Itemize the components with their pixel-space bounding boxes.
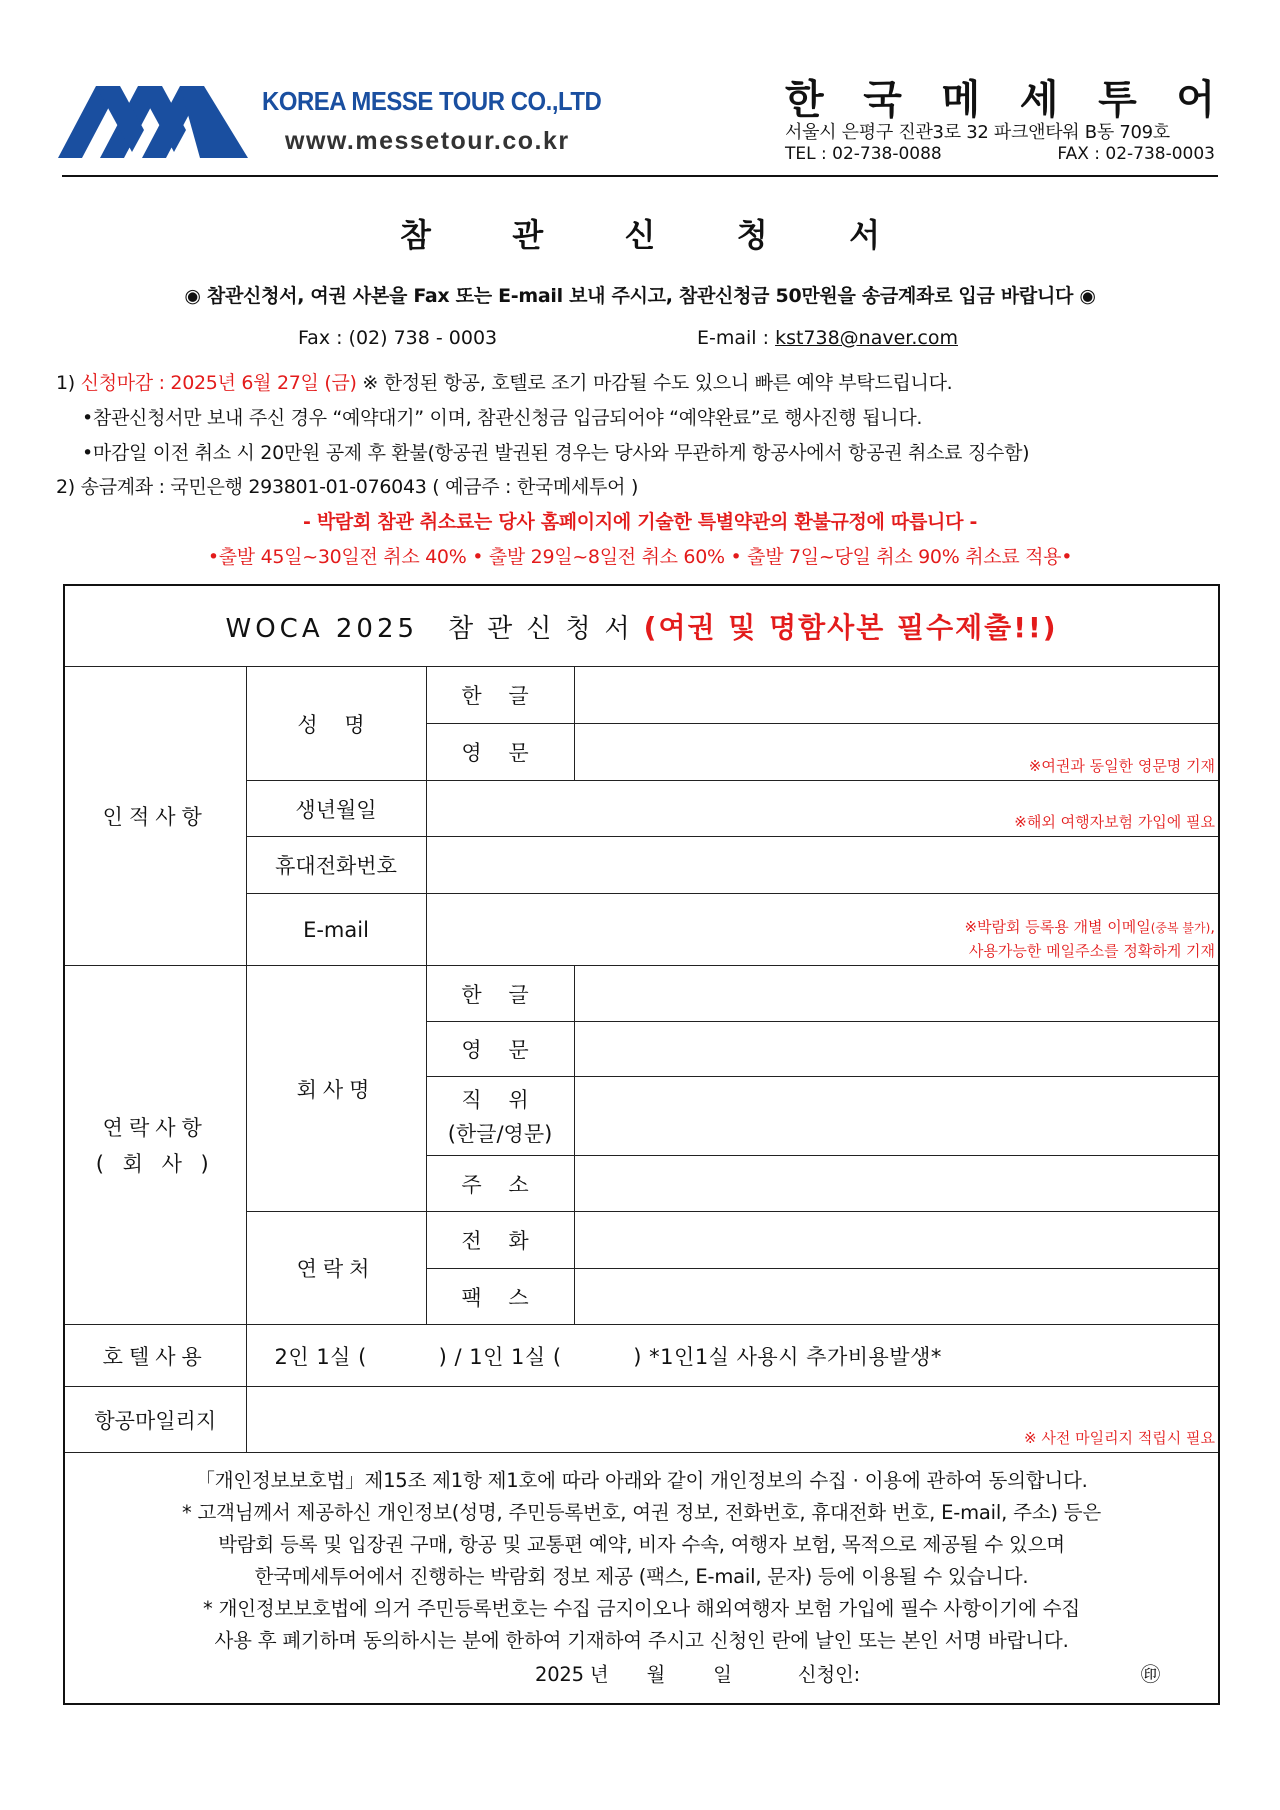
name-label: 성 명 [246,667,426,781]
mobile-label: 휴대전화번호 [246,837,426,894]
name-korean-field[interactable] [574,667,1219,724]
email-note-line1: ※박람회 등록용 개별 이메일 [964,918,1151,936]
deadline-prefix: 1) [56,372,81,394]
contact-email-link[interactable]: kst738@naver.com [775,327,958,349]
company-address: 서울시 은평구 진관3로 32 파크앤타워 B동 709호 [785,122,1170,143]
company-english-label: 영 문 [426,1022,574,1077]
company-section-line1: 연락사항 [102,1116,208,1140]
email-note [964,916,1215,963]
company-section-label [64,966,246,1325]
company-name-char: 국 [863,77,902,123]
phone-field[interactable] [574,1212,1219,1269]
birth-label: 생년월일 [246,781,426,837]
sign-day: 일 [713,1663,732,1686]
title-char: 청 [736,216,768,254]
form-title-main: 참관신청서 [448,614,644,644]
sign-year: 2025 년 [535,1663,609,1686]
hotel-label: 호텔사용 [64,1325,246,1387]
deadline-line [56,368,952,395]
position-label [426,1077,574,1156]
position-field[interactable] [574,1077,1219,1156]
deadline-date: 신청마감 : 2025년 6월 27일 (금) [80,372,357,394]
contact-email [697,327,958,349]
cancel-fees: •출발 45일~30일전 취소 40% • 출발 29일~8일전 취소 60% • 출발 7일~당일 취소 90% 취소료 적용• [207,546,1073,568]
consent-line: * 개인정보보호법에 의거 주민등록번호는 수집 금지이오나 해외여행자 보험 가입에 필수 사항이기에 수집 [203,1597,1080,1620]
title-char: 신 [624,216,656,254]
company-logo-icon [58,86,248,158]
mileage-label: 항공마일리지 [64,1387,246,1453]
email-field[interactable] [426,894,1219,966]
form-title-note: (여권 및 명함사본 필수제출!!) [643,611,1058,644]
signature-row [71,1657,1212,1701]
company-address-field[interactable] [574,1156,1219,1212]
fax-field[interactable] [574,1269,1219,1325]
mileage-field[interactable] [246,1387,1219,1453]
company-website: www.messetour.co.kr [285,127,570,155]
company-korean-field[interactable] [574,966,1219,1022]
birth-note: ※해외 여행자보험 가입에 필요 [1014,813,1216,831]
bullet-reservation: •참관신청서만 보내 주신 경우 “예약대기” 이며, 참관신청금 입금되어야 “예약완료”로 행사진행 됩니다. [82,407,923,429]
contact-label: 연락처 [246,1212,426,1325]
cancel-policy: - 박람회 참관 취소료는 당사 홈페이지에 기술한 특별약관의 환불규정에 따릅니다 - [302,511,978,533]
email-note-small: (중복 불가) [1150,921,1211,935]
seal-icon[interactable]: ㊞ [1140,1663,1161,1686]
application-form-table [63,584,1220,1705]
company-name-kr [785,68,1215,125]
consent-line: 사용 후 폐기하며 동의하시는 분에 한하여 기재하여 주시고 신청인 란에 날인 또는 본인 서명 바랍니다. [214,1629,1069,1652]
english-name-note: ※여권과 동일한 영문명 기재 [1028,757,1216,775]
email-label: E-mail [246,894,426,966]
personal-section-label: 인적사항 [64,667,246,966]
company-address-label: 주 소 [426,1156,574,1212]
fax-label: 팩 스 [426,1269,574,1325]
company-fax: FAX : 02-738-0003 [1057,144,1215,164]
company-section-line2: ( 회 사 ) [95,1152,215,1176]
bullet-refund: •마감일 이전 취소 시 20만원 공제 후 환불(항공권 발권된 경우는 당사와 무관하게 항공사에서 항공권 취소료 징수함) [82,442,1030,464]
consent-line: 한국메세투어에서 진행하는 박람회 정보 제공 (팩스, E-mail, 문자) 등에 이용될 수 있습니다. [254,1565,1029,1588]
document-title [400,210,880,256]
form-title-event: WOCA 2025 [225,614,419,644]
position-label-line2: (한글/영문) [447,1122,553,1146]
header-divider [62,175,1218,177]
email-note-comma: , [1210,918,1216,936]
deadline-note: ※ 한정된 항공, 호텔로 조기 마감될 수도 있으니 빠른 예약 부탁드립니다. [356,372,953,394]
company-name-label: 회사명 [246,966,426,1212]
name-korean-label: 한 글 [426,667,574,724]
name-english-field[interactable] [574,724,1219,781]
contact-fax: Fax : (02) 738 - 0003 [298,327,498,349]
phone-label: 전 화 [426,1212,574,1269]
mobile-field[interactable] [426,837,1219,894]
company-name-char: 한 [785,77,824,123]
applicant-label: 신청인: [797,1663,861,1686]
birth-field[interactable] [426,781,1219,837]
privacy-consent [64,1453,1219,1705]
name-english-label: 영 문 [426,724,574,781]
mileage-note: ※ 사전 마일리지 적립시 필요 [1024,1429,1216,1447]
company-name-char: 투 [1098,77,1137,123]
sign-month: 월 [646,1663,666,1686]
title-char: 서 [849,216,880,254]
title-char: 관 [512,216,544,254]
bank-account: 2) 송금계좌 : 국민은행 293801-01-076043 ( 예금주 : 한국메세투어 ) [56,476,639,498]
company-name-en: KOREA MESSE TOUR CO.,LTD [262,86,602,116]
company-name-char: 메 [941,77,981,123]
company-tel: TEL : 02-738-0088 [785,144,942,164]
form-title [64,585,1219,667]
company-name-char: 어 [1176,77,1215,123]
consent-line: 「개인정보보호법」제15조 제1항 제1호에 따라 아래와 같이 개인정보의 수집 · 이용에 관하여 동의합니다. [195,1469,1088,1492]
company-korean-label: 한 글 [426,966,574,1022]
email-note-line2: 사용가능한 메일주소를 정확하게 기재 [968,942,1216,960]
company-phone-fax [785,144,1215,164]
consent-line: 박람회 등록 및 입장권 구매, 항공 및 교통편 예약, 비자 수속, 여행자 보험, 목적으로 제공될 수 있으며 [218,1533,1065,1556]
position-label-line1: 직 위 [461,1088,539,1112]
company-english-field[interactable] [574,1022,1219,1077]
hotel-options[interactable]: 2인 1실 ( ) / 1인 1실 ( ) *1인1실 사용시 추가비용발생* [246,1325,1219,1387]
title-char: 참 [400,216,431,254]
consent-line: * 고객님께서 제공하신 개인정보(성명, 주민등록번호, 여권 정보, 전화번호, 휴대전화 번호, E-mail, 주소) 등은 [181,1501,1102,1524]
submission-notice: ◉ 참관신청서, 여권 사본을 Fax 또는 E-mail 보내 주시고, 참관신청금 50만원을 송금계좌로 입금 바랍니다 ◉ [184,285,1096,307]
contact-email-label: E-mail : [697,327,776,349]
company-name-char: 세 [1019,77,1059,123]
